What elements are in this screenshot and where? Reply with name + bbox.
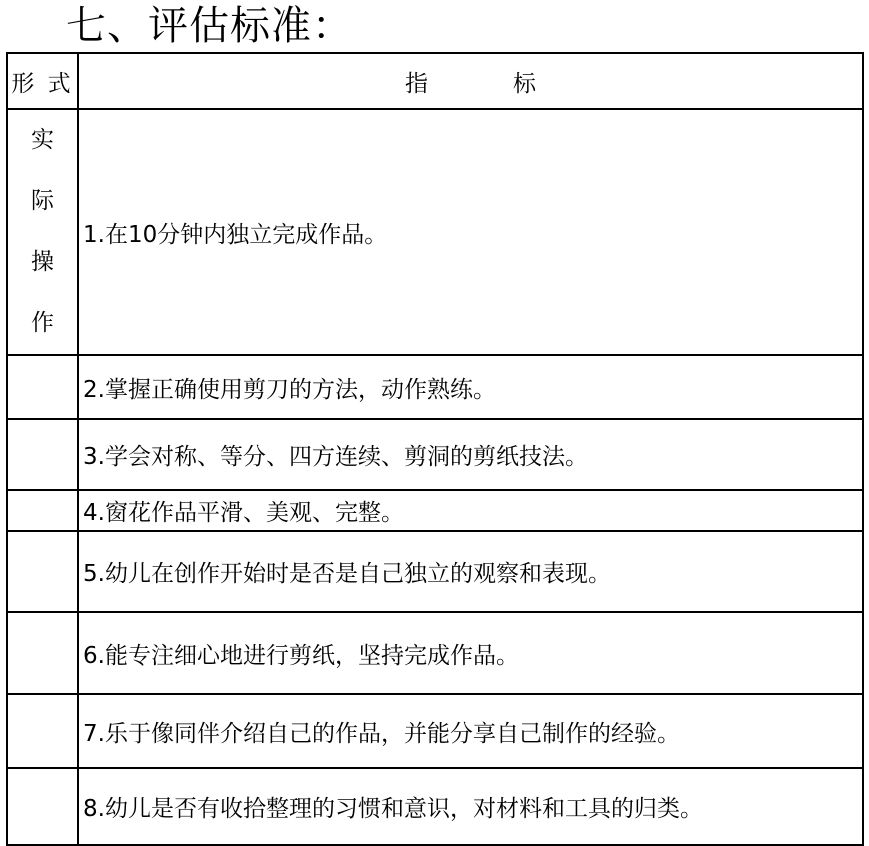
form-cell-empty [7,490,78,531]
form-cell-empty [7,531,78,612]
table-row [7,355,863,419]
form-cell-empty [7,768,78,845]
form-cell-practical [7,109,78,355]
form-cell-empty [7,355,78,419]
header-form: 形 式 [7,53,78,109]
header-indicator-char-2: 标 [513,70,536,97]
table-row [7,531,863,612]
evaluation-criteria-table [6,52,864,846]
form-char: 作 [31,310,54,336]
form-cell-empty [7,419,78,490]
table-row [7,109,863,355]
table-row [7,768,863,845]
header-indicator-char-1: 指 [405,70,428,97]
indicator-cell: 2.掌握正确使用剪刀的方法，动作熟练。 [78,355,863,419]
indicator-cell: 7.乐于像同伴介绍自己的作品，并能分享自己制作的经验。 [78,694,863,768]
header-indicator [78,53,863,109]
table-row [7,490,863,531]
table-row [7,419,863,490]
table-header-row [7,53,863,109]
indicator-cell: 4.窗花作品平滑、美观、完整。 [78,490,863,531]
form-cell-empty [7,694,78,768]
section-heading: 七、评估标准： [66,3,353,49]
indicator-cell: 8.幼儿是否有收拾整理的习惯和意识，对材料和工具的归类。 [78,768,863,845]
table-row [7,612,863,694]
form-char: 际 [31,188,54,214]
indicator-cell: 3.学会对称、等分、四方连续、剪洞的剪纸技法。 [78,419,863,490]
form-char: 操 [31,249,54,275]
form-cell-empty [7,612,78,694]
form-char: 实 [31,127,54,153]
table-row [7,694,863,768]
indicator-cell: 5.幼儿在创作开始时是否是自己独立的观察和表现。 [78,531,863,612]
indicator-cell: 6.能专注细心地进行剪纸，坚持完成作品。 [78,612,863,694]
indicator-cell: 1.在10分钟内独立完成作品。 [78,109,863,355]
